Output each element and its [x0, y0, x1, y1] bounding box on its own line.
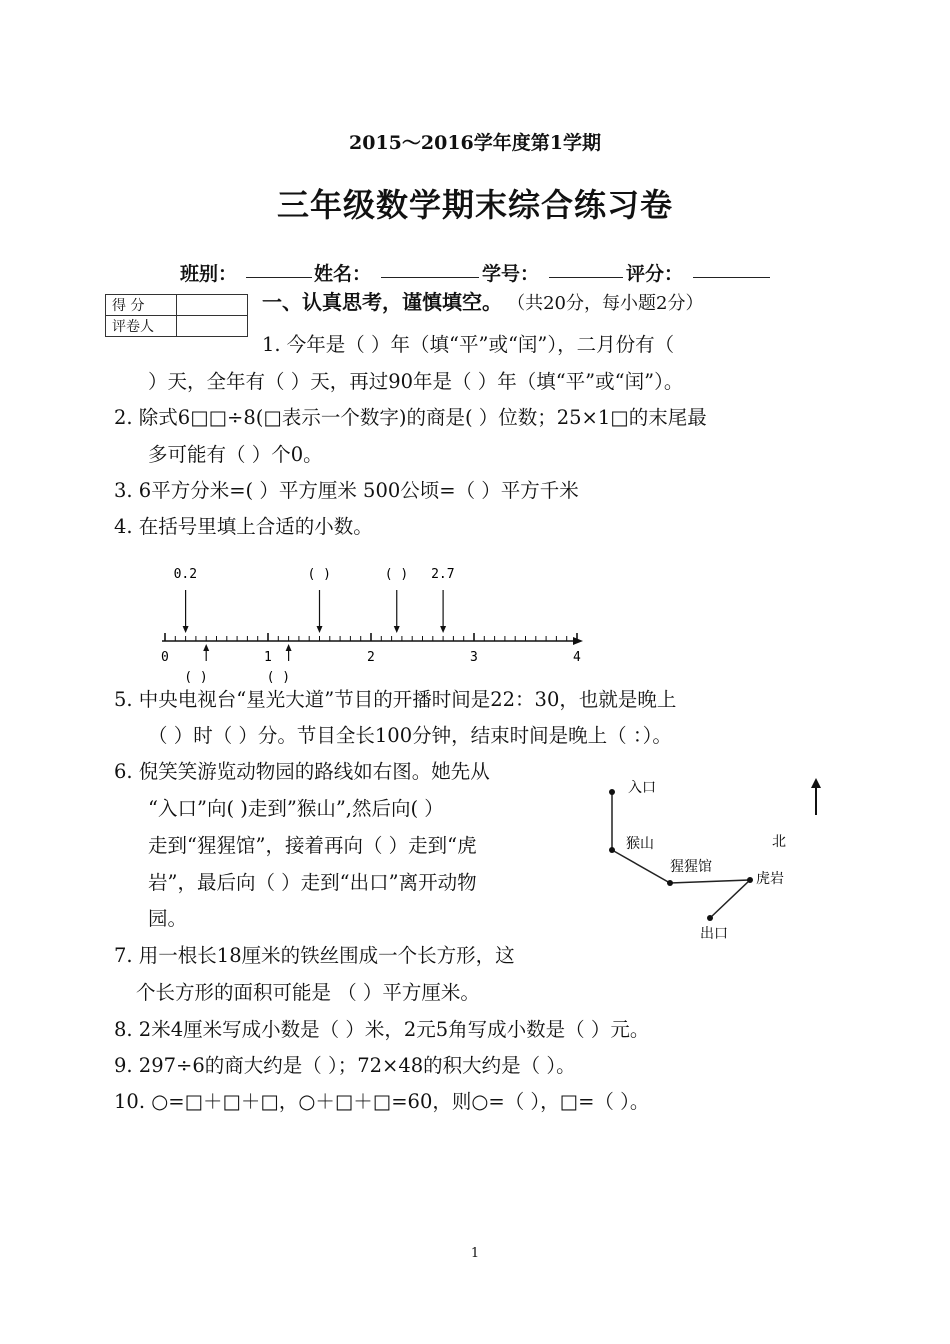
question-7-line-1: 7. 用一根长18厘米的铁丝围成一个长方形，这: [114, 944, 515, 967]
ape-dot: [667, 880, 673, 886]
question-6-line-2: “入口”向( )走到”猴山”,然后向( ）: [148, 797, 444, 820]
tick-label: 1: [264, 650, 272, 665]
question-8: 8. 2米4厘米写成小数是（ ）米，2元5角写成小数是（ ）元。: [114, 1018, 650, 1041]
question-7-line-2: 个长方形的面积可能是 （ ）平方厘米。: [136, 981, 480, 1004]
grader-cell[interactable]: [177, 316, 248, 337]
pointer-down-arrowhead: [317, 626, 323, 633]
tiger-label: 虎岩: [756, 871, 784, 887]
name-blank[interactable]: [381, 259, 479, 278]
number-line-figure: [150, 558, 600, 685]
entrance-label: 入口: [628, 780, 656, 796]
route-line: [612, 792, 750, 918]
section-1-header: [262, 286, 703, 315]
tiger-dot: [747, 877, 753, 883]
answer-blank-label: ( ): [266, 670, 291, 685]
pointer-up-arrowhead: [286, 644, 292, 651]
question-6-line-5: 园。: [148, 907, 188, 930]
north-label: 北: [772, 834, 786, 850]
score-table: [105, 294, 248, 337]
monkey-dot: [609, 847, 615, 853]
pointer-down-arrowhead: [183, 626, 189, 633]
north-arrowhead-icon: [811, 778, 821, 788]
id-blank[interactable]: [549, 259, 623, 278]
section-1-note: （共20分，每小题2分）: [507, 293, 704, 314]
question-2-line-2: 多可能有（ ）个0。: [148, 443, 323, 466]
tick-label: 3: [470, 650, 478, 665]
score-cell[interactable]: [177, 295, 248, 316]
tick-label: 4: [573, 650, 581, 665]
answer-blank-label: ( ): [384, 567, 409, 582]
exit-label: 出口: [700, 926, 728, 942]
score-row-label: 得 分: [106, 295, 177, 316]
class-label: 班别：: [180, 263, 238, 285]
entrance-dot: [609, 789, 615, 795]
question-5-line-2: （ ）时（ ）分。节目全长100分钟，结束时间是晚上（ ：）。: [148, 724, 672, 747]
answer-blank-label: ( ): [307, 567, 331, 582]
given-value-label: 2.7: [431, 567, 455, 582]
question-1-line-2: ）天，全年有（ ）天，再过90年是（ ）年（填“平”或“闰”）。: [148, 370, 684, 393]
question-10: 10. ○=□＋□＋□，○＋□＋□=60，则○=（ ），□=（ ）。: [114, 1090, 650, 1113]
question-1-line-1: 1. 今年是（ ）年（填“平”或“闰”），二月份有（: [262, 333, 675, 356]
axis-arrow-icon: [573, 637, 583, 645]
exit-dot: [707, 915, 713, 921]
class-blank[interactable]: [246, 259, 312, 278]
question-2-line-1: 2. 除式6□□÷8(□表示一个数字)的商是( ）位数；25×1□的末尾最: [114, 406, 707, 429]
monkey-label: 猴山: [626, 836, 654, 852]
grader-row-label: 评卷人: [106, 316, 177, 337]
question-3: 3. 6平方分米=( ）平方厘米 500公顷=（ ）平方千米: [114, 479, 579, 502]
pointer-down-arrowhead: [394, 626, 400, 633]
section-1-title: 一、认真思考，谨慎填空。: [262, 290, 502, 314]
name-label: 姓名：: [314, 263, 372, 285]
question-6-line-4: 岩”，最后向（ ）走到“出口”离开动物: [148, 871, 477, 894]
school-year: 2015～2016学年度第1学期: [349, 132, 601, 154]
pointer-down-arrowhead: [440, 626, 446, 633]
question-9: 9. 297÷6的商大约是（ ）；72×48的积大约是（ ）。: [114, 1054, 576, 1077]
pointer-up-arrowhead: [203, 644, 209, 651]
page-number: 1: [470, 1246, 480, 1261]
score-blank[interactable]: [693, 259, 770, 278]
question-6-line-1: 6. 倪笑笑游览动物园的路线如右图。她先从: [114, 760, 490, 783]
answer-blank-label: ( ): [184, 670, 208, 685]
zoo-route-map: [600, 770, 840, 950]
given-value-label: 0.2: [173, 567, 198, 582]
tick-label: 2: [367, 650, 375, 665]
id-label: 学号：: [482, 263, 540, 285]
ape-label: 猩猩馆: [670, 859, 712, 875]
page-title: 三年级数学期末综合练习卷: [276, 186, 673, 224]
score-label: 评分：: [626, 263, 684, 285]
number-line: [161, 567, 583, 685]
tick-label: 0: [161, 650, 169, 665]
question-6-line-3: 走到“猩猩馆”，接着再向（ ）走到“虎: [148, 834, 477, 857]
question-4: 4. 在括号里填上合适的小数。: [114, 515, 373, 538]
question-5-line-1: 5. 中央电视台“星光大道”节目的开播时间是22：30，也就是晚上: [114, 688, 677, 711]
